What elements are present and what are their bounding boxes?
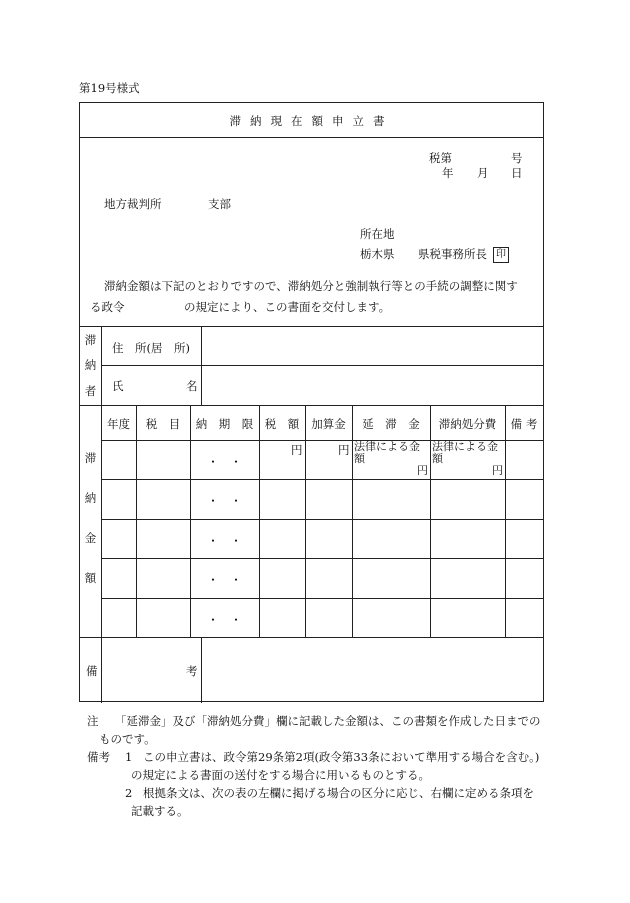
column-header: 年度 [107,417,130,431]
prefecture: 栃木県 [360,247,395,261]
amount-cell[interactable] [431,480,504,517]
location-label: 所在地 [360,227,395,241]
amount-cell[interactable] [137,480,189,517]
remarks-label-2: 考 [186,664,198,678]
column-header: 滞納処分費 [438,417,497,431]
amount-cell[interactable] [431,559,504,596]
item1-line-1: この申立書は、政令第29条第2項(政令第33条において準用する場合を含む。) [143,750,540,764]
amount-cell[interactable] [137,559,189,596]
amount-cell[interactable] [306,559,351,596]
amount-cell[interactable] [191,520,258,557]
date-year: 年 [442,166,454,180]
column-header: 備 考 [510,417,538,431]
amount-cell[interactable] [102,441,135,478]
amount-cell[interactable] [137,441,189,478]
amount-cell[interactable] [260,559,304,596]
amount-cell[interactable] [353,480,429,517]
office-head [418,246,509,263]
amount-cell[interactable] [431,520,504,557]
due-date-dots: ・ ・ [207,612,242,627]
amount-cell[interactable] [260,599,304,636]
amount-cell[interactable] [431,599,504,636]
name-field[interactable] [203,367,541,403]
court-label: 地方裁判所 [104,197,162,211]
due-date-dots: ・ ・ [207,455,242,469]
legal-amount-note: 法律による金額 円 [432,440,503,477]
amount-cell[interactable] [191,599,258,636]
amount-cell[interactable] [306,520,351,557]
address-field[interactable] [203,329,541,363]
amount-cell[interactable] [191,480,258,517]
amount-cell[interactable] [353,559,429,596]
divider [80,326,543,327]
column-header: 延 滞 金 [362,417,420,431]
column-header: 加算金 [311,417,346,431]
note-line-2: ものです。 [99,732,156,746]
item2-num: 2 [125,786,133,800]
body-line-2b: の規定により、この書面を交付します。 [184,300,391,314]
amount-cell[interactable] [260,520,304,557]
amount-cell[interactable] [191,441,258,478]
seal-mark: 印 [493,247,509,263]
amount-cell[interactable] [306,480,351,517]
amount-cell[interactable] [102,480,135,517]
amount-cell[interactable] [102,520,135,557]
amount-cell[interactable] [137,599,189,636]
divider [80,137,543,138]
name-label-1: 氏 [112,379,124,393]
column-header: 税 額 [264,417,300,431]
taxpayer-section-label: 滞 納 者 [84,332,97,399]
column-header: 税 目 [145,417,181,431]
note-prefix: 注 [87,714,99,728]
item2-line-1: 根拠条文は、次の表の左欄に掲げる場合の区分に応じ、右欄に定める条項を [143,786,534,800]
yen-unit: 円 [291,443,303,457]
item1-line-2: の規定による書面の送付をする場合に用いるものとする。 [131,768,430,782]
notes-section [79,712,554,820]
body-line-2a: る政令 [90,300,125,314]
address-label: 住 所(居 所) [112,341,190,355]
amount-cell[interactable] [506,559,542,596]
remarks-label-1: 備 [86,664,98,678]
amount-cell[interactable] [102,599,135,636]
form-number: 第19号様式 [79,81,140,95]
amount-cell[interactable] [353,599,429,636]
date-month: 月 [477,166,489,180]
amount-cell[interactable] [191,559,258,596]
item1-num: 1 [125,750,133,764]
name-label-2: 名 [186,379,198,393]
column-header: 納 期 限 [195,417,254,431]
yen-unit: 円 [338,443,350,457]
office-head-label: 県税事務所長 [418,247,487,261]
item2-line-2: 記載する。 [131,804,189,818]
application-form [79,102,544,702]
remarks-prefix: 備考 [87,750,110,764]
remarks-field[interactable] [203,639,541,701]
date-day: 日 [511,166,523,180]
due-date-dots: ・ ・ [207,494,242,509]
amount-cell[interactable] [506,441,542,478]
tax-no-prefix: 税第 [429,151,452,165]
amount-cell[interactable] [506,520,542,557]
tax-no-suffix: 号 [511,151,523,165]
due-date-dots: ・ ・ [207,533,242,548]
branch-label: 支部 [208,197,231,211]
form-title: 滞納現在額申立書 [229,114,394,128]
note-line-1: 「延滞金」及び「滞納処分費」欄に記載した金額は、この書類を作成した日までの [115,714,541,728]
amounts-section-label: 滞 納 金 額 [84,451,97,585]
amount-cell[interactable] [506,599,542,636]
body-line-1: 滞納金額は下記のとおりですので、滞納処分と強制執行等との手続の調整に関す [104,279,518,293]
amount-cell[interactable] [260,480,304,517]
legal-amount-note: 法律による金額 円 [354,440,428,477]
amount-cell[interactable] [102,559,135,596]
amount-cell[interactable] [137,520,189,557]
amount-cell[interactable] [306,599,351,636]
amount-cell[interactable] [353,520,429,557]
amount-cell[interactable] [506,480,542,517]
due-date-dots: ・ ・ [207,573,242,588]
